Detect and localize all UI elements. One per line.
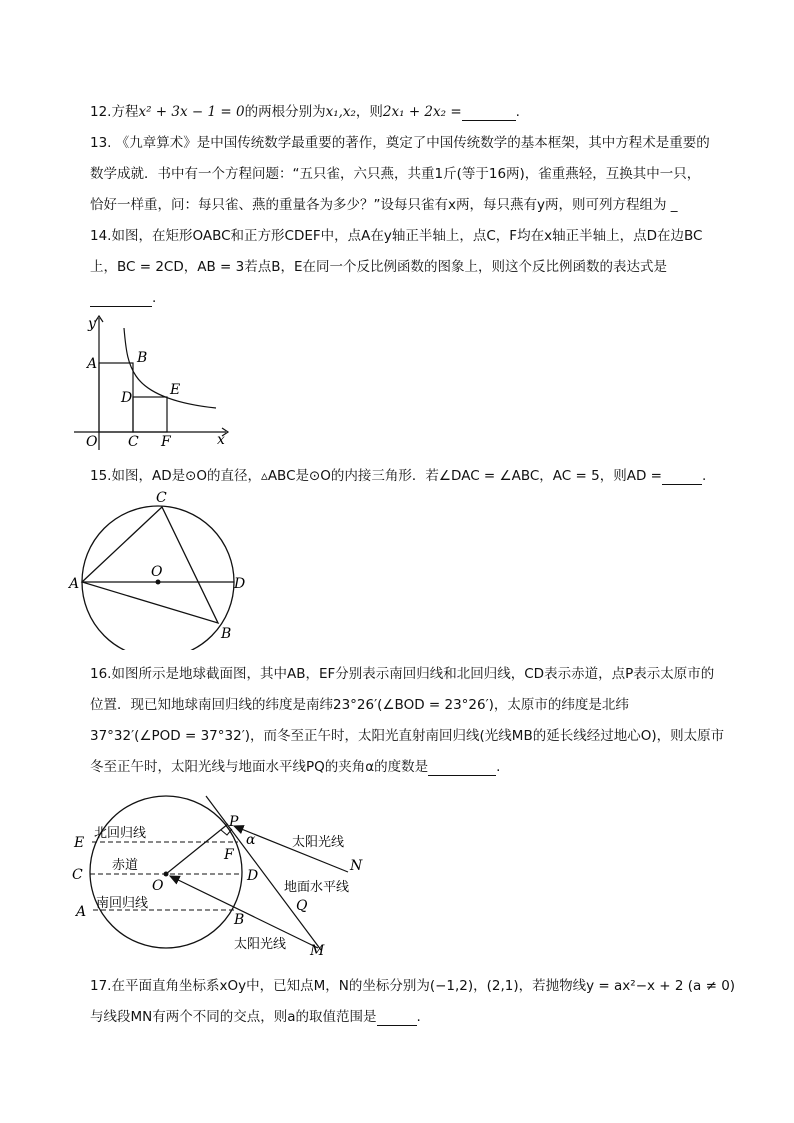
q16-label-alpha: α — [246, 832, 256, 848]
q17-answer-blank[interactable] — [377, 1011, 417, 1026]
q15-label-D: D — [234, 576, 246, 592]
q16-label-F: F — [224, 847, 234, 863]
q16-label-Q: Q — [296, 898, 308, 914]
q14-label-y: y — [88, 316, 96, 332]
q14-answer-blank[interactable] — [90, 292, 152, 307]
q16-end: . — [496, 759, 501, 775]
q15-answer-blank[interactable] — [662, 470, 702, 485]
q15-triangle-ABC — [82, 507, 218, 623]
q17-line-2: 与线段MN有两个不同的交点，则a的取值范围是 — [90, 1009, 377, 1025]
q16-label-P: P — [229, 814, 239, 830]
q16-line-4: 冬至正午时，太阳光线与地面水平线PQ的夹角α的度数是 — [90, 759, 429, 775]
q12-text-3: ，则 — [355, 104, 383, 120]
q16-figure — [66, 790, 386, 962]
q14-label-A: A — [87, 356, 98, 372]
q15-end: . — [701, 468, 707, 484]
q12-equation: x² + 3x − 1 = 0 — [138, 104, 245, 120]
question-12 — [90, 103, 520, 121]
q16-label-B: B — [234, 912, 245, 928]
question-15 — [90, 467, 706, 485]
question-17-last — [90, 1008, 421, 1026]
q12-roots: x₁,x₂ — [325, 104, 356, 120]
q16-label-D: D — [247, 868, 259, 884]
q16-line-1: 16.如图所示是地球截面图，其中AB，EF分别表示南回归线和北回归线，CD表示赤道，点P表示太原市的 — [90, 666, 715, 682]
q12-text-2: 的两根分别为 — [244, 104, 326, 120]
q14-label-F: F — [161, 434, 171, 450]
q16-label-equator: 赤道 — [112, 858, 139, 873]
q15-label-B: B — [221, 626, 232, 642]
q16-label-south-tropic: 南回归线 — [96, 896, 149, 911]
q13-line-2: 数学成就．书中有一个方程问题：“五只雀，六只燕，共重1斤(等于16两)，雀重燕轻，互换其中一只， — [90, 166, 701, 182]
q16-ground-line-PQ — [206, 796, 321, 950]
q15-text: 15.如图，AD是⊙O的直径，▵ABC是⊙O的内接三角形．若∠DAC = ∠ABC，AC = 5，则AD = — [90, 468, 662, 484]
q14-label-E: E — [170, 382, 181, 398]
q16-label-sunlight-top: 太阳光线 — [292, 835, 345, 850]
q15-label-O: O — [151, 564, 163, 580]
q14-label-O: O — [86, 434, 98, 450]
q14-line-3 — [90, 289, 156, 307]
q14-square-CDEF — [133, 397, 167, 432]
q16-label-M: M — [310, 943, 325, 959]
q16-label-sunlight-bottom: 太阳光线 — [234, 937, 287, 952]
question-16-last — [90, 758, 500, 776]
q14-figure — [66, 312, 236, 454]
q16-radius-OP — [166, 824, 228, 874]
q14-label-x: x — [217, 432, 225, 448]
q15-label-A: A — [69, 576, 80, 592]
q14-line-1: 14.如图，在矩形OABC和正方形CDEF中，点A在y轴正半轴上，点C，F均在x轴正半轴上，点D在边BC — [90, 228, 703, 244]
q16-label-N: N — [350, 858, 363, 874]
q12-end: . — [515, 104, 520, 120]
q12-expression: 2x₁ + 2x₂ = — [382, 104, 462, 120]
q14-end: . — [152, 290, 157, 306]
q12-answer-blank[interactable] — [462, 106, 516, 121]
q17-line-1: 17.在平面直角坐标系xOy中，已知点M，N的坐标分别为(−1,2)，(2,1)，若抛物线y = ax²−x + 2 (a ≠ 0) — [90, 978, 736, 994]
q17-end: . — [416, 1009, 421, 1025]
q15-center-dot — [156, 580, 161, 585]
q12-number: 12. — [90, 104, 112, 120]
q14-label-C: C — [128, 434, 139, 450]
q16-answer-blank[interactable] — [428, 761, 496, 776]
q16-label-O: O — [152, 878, 164, 894]
q13-line-1: 13. 《九章算术》是中国传统数学最重要的著作，奠定了中国传统数学的基本框架，其中方程术是重要的 — [90, 135, 710, 151]
q14-label-B: B — [137, 350, 148, 366]
q16-label-E: E — [74, 835, 85, 851]
q14-label-D: D — [121, 390, 133, 406]
q16-line-2: 位置．现已知地球南回归线的纬度是南纬23°26′(∠BOD = 23°26′)，太原市的纬度是北纬 — [90, 697, 629, 713]
q16-line-3: 37°32′(∠POD = 37°32′)，而冬至正午时，太阳光直射南回归线(光线MB的延长线经过地心O)，则太原市 — [90, 728, 725, 744]
q16-label-A: A — [76, 904, 87, 920]
q16-label-C: C — [72, 867, 83, 883]
q15-figure — [66, 490, 256, 650]
q14-line-2: 上，BC = 2CD，AB = 3若点B，E在同一个反比例函数的图象上，则这个反比例函数的表达式是 — [90, 259, 668, 275]
q16-label-ground-line: 地面水平线 — [284, 880, 350, 895]
q16-center-dot — [164, 872, 169, 877]
q16-label-north-tropic: 北回归线 — [94, 826, 147, 841]
q15-label-C: C — [156, 490, 167, 506]
q13-line-3: 恰好一样重，问：每只雀、燕的重量各为多少？”设每只雀有x两，每只燕有y两，则可列方程组为 _ — [90, 197, 678, 213]
q12-text-1: 方程 — [111, 104, 139, 120]
